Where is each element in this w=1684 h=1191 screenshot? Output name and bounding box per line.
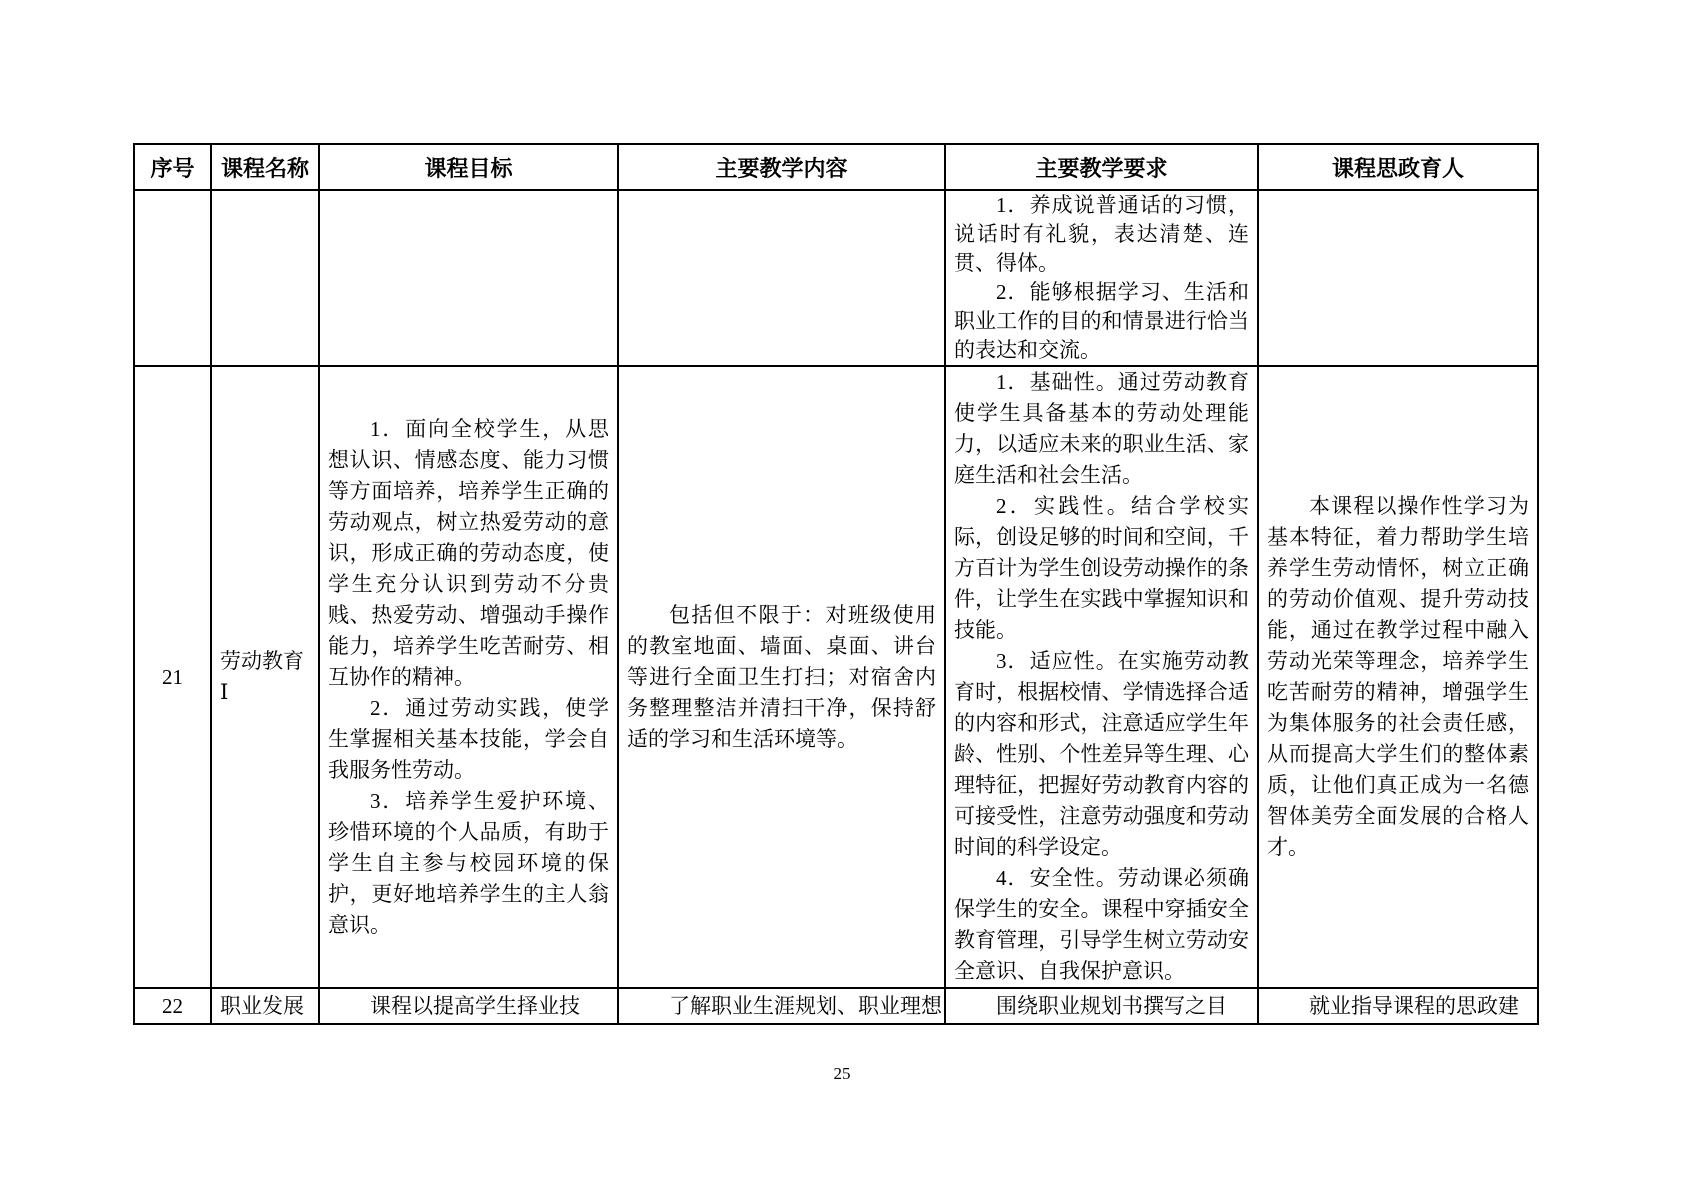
requirement-paragraph: 2．实践性。结合学校实际，创设足够的时间和空间，千方百计为学生创设劳动操作的条件，让学生在实践中掌握知识和技能。 [954,494,1249,642]
cell-ideology-empty [1258,190,1538,366]
course-table [133,143,1539,1025]
cell-objectives [319,366,618,988]
cell-ideology [1258,366,1538,988]
requirement-paragraph: 4．安全性。劳动课必须确保学生的安全。课程中穿插安全教育管理，引导学生树立劳动安全意识、自我保护意识。 [954,866,1249,983]
ideology-paragraph: 就业指导课程的思政建 [1309,994,1519,1018]
cell-index: 22 [134,988,211,1024]
ideology-paragraph: 本课程以操作性学习为基本特征，着力帮助学生培养学生劳动情怀，树立正确的劳动价值观、提升劳动技能，通过在教学过程中融入劳动光荣等理念，培养学生吃苦耐劳的精神，增强学生为集体服务的社会责任感，从而提高大学生们的整体素质，让他们真正成为一名德智体美劳全面发展的合格人才。 [1267,494,1529,859]
col-header-teaching-requirements: 主要教学要求 [945,144,1258,190]
cell-name-empty [211,190,319,366]
cell-requirements [945,366,1258,988]
cell-requirements [945,988,1258,1024]
page-number: 25 [833,1064,851,1083]
cell-course-name [211,988,319,1024]
cell-course-name [211,366,319,988]
cell-objectives [319,988,618,1024]
col-header-course-objectives: 课程目标 [319,144,618,190]
col-header-course-name: 课程名称 [211,144,319,190]
table-row-22 [134,988,1538,1024]
objective-paragraph: 3．培养学生爱护环境、珍惜环境的个人品质，有助于学生自主参与校园环境的保护，更好地培养学生的主人翁意识。 [328,788,609,937]
col-header-ideology: 课程思政育人 [1258,144,1538,190]
requirement-paragraph: 1．基础性。通过劳动教育使学生具备基本的劳动处理能力，以适应未来的职业生活、家庭生活和社会生活。 [954,370,1249,487]
content-paragraph: 包括但不限于：对班级使用的教室地面、墙面、桌面、讲台等进行全面卫生打扫；对宿舍内务整理整洁并清扫干净，保持舒适的学习和生活环境等。 [627,602,936,751]
cell-index: 21 [134,366,211,988]
cell-content [618,366,945,988]
objective-paragraph: 2．通过劳动实践，使学生掌握相关基本技能，学会自我服务性劳动。 [328,695,609,782]
objective-paragraph: 课程以提高学生择业技 [370,994,580,1018]
requirement-paragraph: 2．能够根据学习、生活和职业工作的目的和情景进行恰当的表达和交流。 [954,280,1249,362]
cell-content [618,988,945,1024]
course-name-text: 职业发展 [220,994,304,1018]
col-header-index: 序号 [134,144,211,190]
objective-paragraph: 1．面向全校学生，从思想认识、情感态度、能力习惯等方面培养，培养学生正确的劳动观点，树立热爱劳动的意识，形成正确的劳动态度，使学生充分认识到劳动不分贵贱、热爱劳动、增强动手操作能力，培养学生吃苦耐劳、相互协作的精神。 [328,416,609,689]
table-header-row [134,144,1538,190]
table-row-continuation [134,190,1538,366]
col-header-teaching-content: 主要教学内容 [618,144,945,190]
requirement-paragraph: 围绕职业规划书撰写之目 [996,994,1227,1018]
cell-content-empty [618,190,945,366]
cell-requirements [945,190,1258,366]
cell-objectives-empty [319,190,618,366]
cell-ideology [1258,988,1538,1024]
table-row-21 [134,366,1538,988]
cell-index-empty [134,190,211,366]
requirement-paragraph: 3．适应性。在实施劳动教育时，根据校情、学情选择合适的内容和形式，注意适应学生年龄、性别、个性差异等生理、心理特征，把握好劳动教育内容的可接受性，注意劳动强度和劳动时间的科学设定。 [954,649,1249,859]
course-name-text: 劳动教育Ⅰ [220,649,304,704]
content-paragraph: 了解职业生涯规划、职业理想 [669,994,942,1018]
requirement-paragraph: 1．养成说普通话的习惯，说话时有礼貌，表达清楚、连贯、得体。 [954,193,1249,275]
